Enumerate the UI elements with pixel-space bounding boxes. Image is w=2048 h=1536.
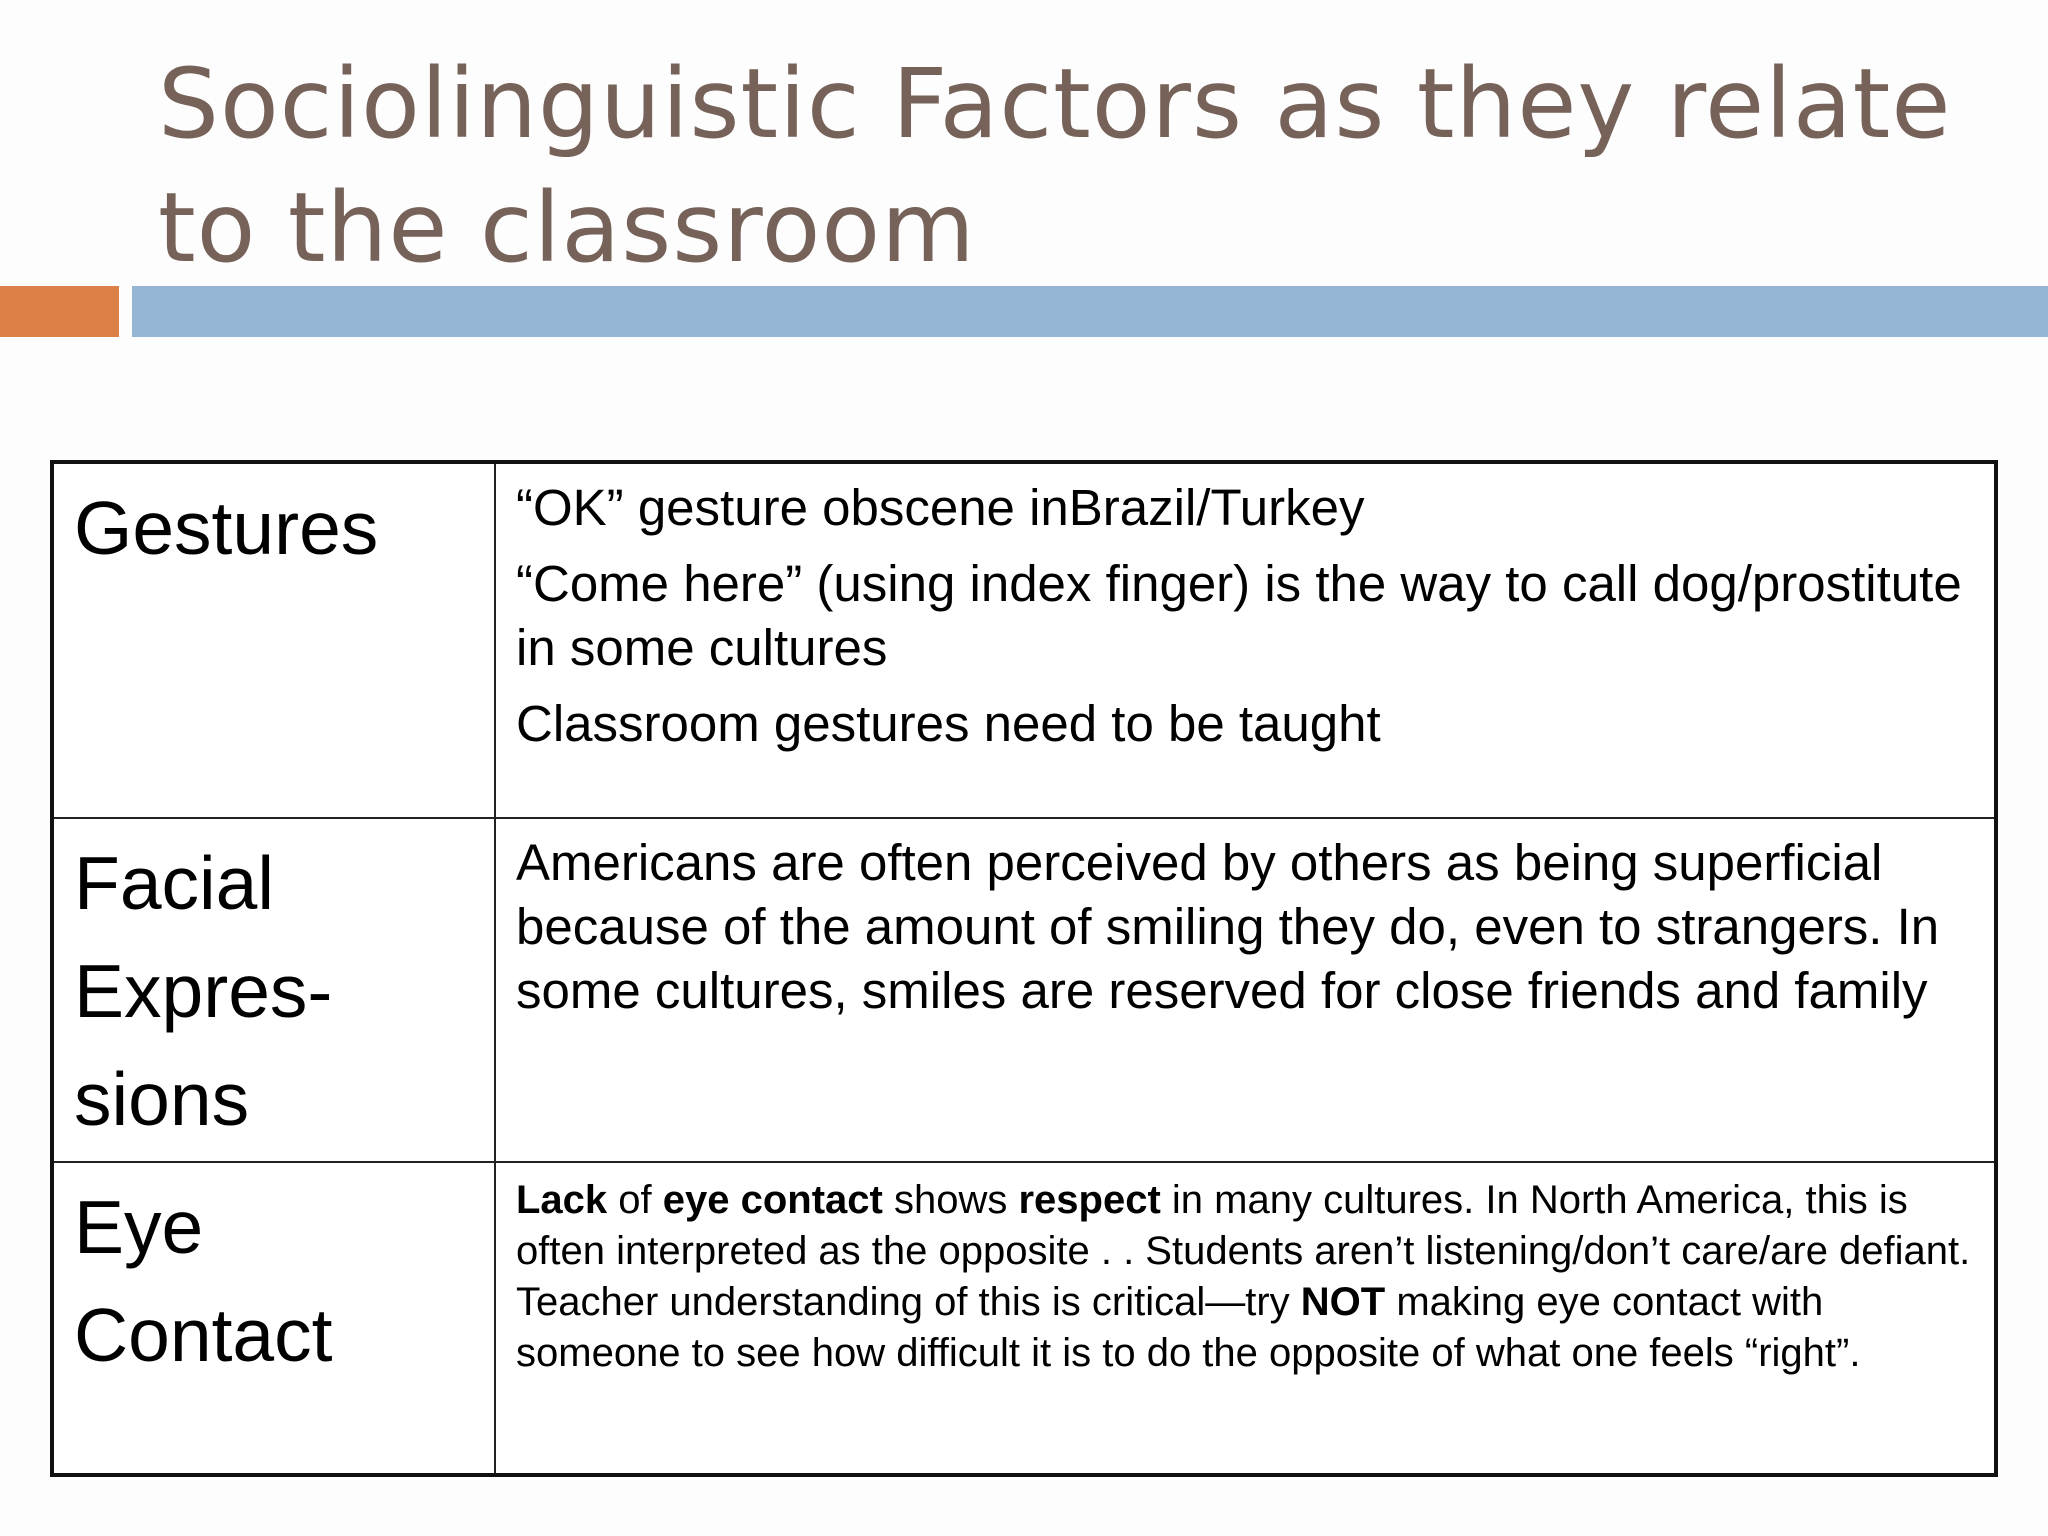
factor-label-line: sions bbox=[74, 1057, 250, 1141]
emphasis-text: Lack bbox=[516, 1178, 608, 1222]
table-row-facial-expressions bbox=[52, 818, 1996, 1162]
table-row-gestures bbox=[52, 462, 1996, 818]
plain-text: of bbox=[607, 1178, 663, 1222]
accent-bar-blue bbox=[132, 286, 2048, 337]
description-cell-facial-expressions bbox=[495, 818, 1996, 1162]
factor-cell-facial-expressions bbox=[52, 818, 495, 1162]
factor-label-line: Contact bbox=[74, 1293, 333, 1377]
description-text bbox=[516, 1175, 1974, 1379]
table-row-eye-contact bbox=[52, 1162, 1996, 1475]
accent-bar-orange bbox=[0, 286, 119, 337]
plain-text: in many cultures. In North America, this is often interpreted as the opposite . . Students aren’t listening/don’t care/are defiant. Teacher understanding of this is critical—try bbox=[516, 1178, 1971, 1324]
description-line: “Come here” (using index finger) is the way to call dog/prostitute in some cultures bbox=[516, 555, 1962, 676]
emphasis-text: eye contact bbox=[662, 1178, 883, 1222]
factor-label-line: Eye bbox=[74, 1185, 204, 1269]
factor-label-line: Expres- bbox=[74, 949, 333, 1033]
description-cell-eye-contact bbox=[495, 1162, 1996, 1475]
factors-table bbox=[50, 460, 1998, 1477]
slide-title: Sociolinguistic Factors as they relate to the classroom bbox=[158, 48, 1952, 284]
factor-cell-gestures bbox=[52, 462, 495, 818]
description-line: Classroom gestures need to be taught bbox=[516, 695, 1381, 752]
emphasis-text: respect bbox=[1018, 1178, 1161, 1222]
description-line: “OK” gesture obscene inBrazil/Turkey bbox=[516, 479, 1365, 536]
description-cell-gestures bbox=[495, 462, 1996, 818]
factor-label-line: Facial bbox=[74, 841, 275, 925]
emphasis-text: NOT bbox=[1300, 1280, 1386, 1324]
factor-label: Gestures bbox=[74, 486, 379, 570]
plain-text: shows bbox=[882, 1178, 1019, 1222]
description-text: Americans are often perceived by others as being superficial because of the amount of smiling they do, even to strangers. In some cultures, smiles are reserved for close friends and family bbox=[516, 834, 1940, 1019]
plain-text: making eye contact with someone to see how difficult it is to do the opposite of what one feels “right”. bbox=[516, 1280, 1861, 1375]
factor-cell-eye-contact bbox=[52, 1162, 495, 1475]
